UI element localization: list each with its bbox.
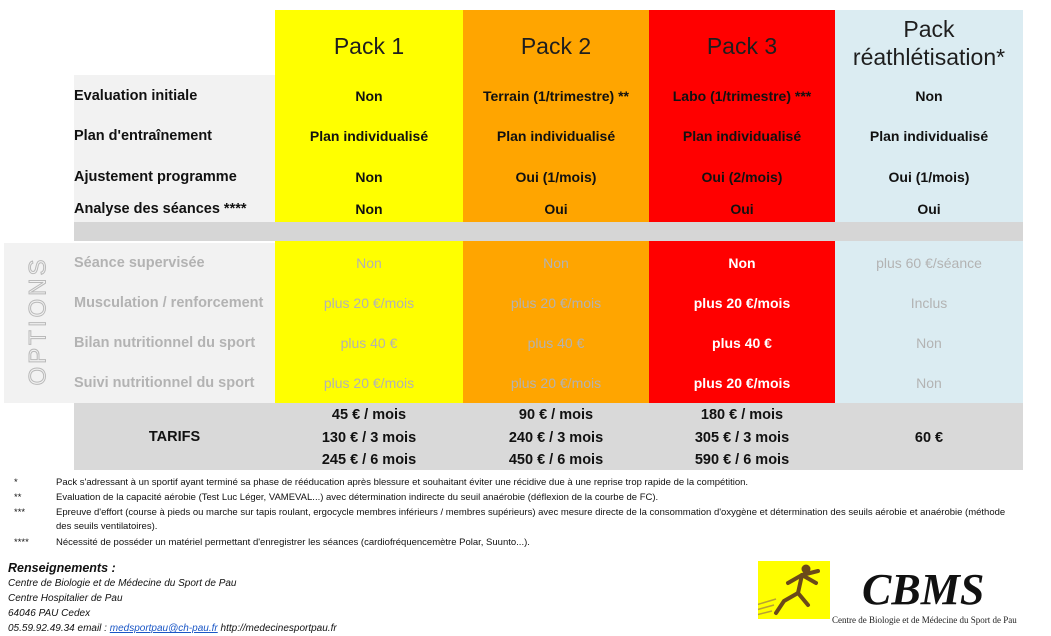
options-vertical-title — [8, 256, 68, 386]
row-label-analyse: Analyse des séances **** — [74, 201, 247, 217]
price: 305 € / 3 mois — [694, 429, 790, 446]
footnote-text: Nécessité de posséder un matériel permettant d'enregistrer les séances (cardiofréquencemètre Polar, Suunto...). — [56, 536, 530, 548]
option-cell: plus 20 €/mois — [510, 295, 602, 311]
runner-icon — [758, 561, 830, 619]
cbms-subtitle: Centre de Biologie et de Médecine du Sport de Pau — [832, 615, 1017, 625]
price: 590 € / 6 mois — [694, 452, 790, 468]
section-separator — [74, 222, 1023, 241]
footnote-text: Pack s'adressant à un sportif ayant terminé sa phase de rééducation après blessure et souhaitant éviter une récidive due à une reprise trop rapide de la compétition. — [56, 477, 749, 488]
pack-2-header — [463, 18, 649, 74]
footnote — [14, 536, 1044, 549]
contact-phone: 05.59.92.49.34 email : — [8, 623, 110, 634]
pack-3-header — [649, 18, 835, 74]
pack-4-title-line2: réathlétisation* — [852, 44, 1006, 70]
price: 90 € / mois — [518, 407, 594, 423]
option-cell: Non — [916, 335, 942, 351]
option-cell: Non — [543, 255, 569, 271]
footnotes — [14, 476, 1044, 549]
option-cell: plus 40 € — [340, 335, 398, 351]
cell: Plan individualisé — [309, 128, 429, 144]
pack-3-title: Pack 3 — [706, 33, 778, 59]
option-label-musculation: Musculation / renforcement — [74, 295, 264, 311]
price: 450 € / 6 mois — [508, 452, 604, 468]
option-cell: plus 60 €/séance — [876, 255, 982, 271]
row-label-plan: Plan d'entraînement — [74, 128, 213, 144]
cell: Plan individualisé — [682, 128, 802, 144]
contact-line: Centre de Biologie et de Médecine du Sport de Pau — [8, 578, 237, 589]
contact-line: 64046 PAU Cedex — [8, 608, 91, 619]
option-cell: plus 20 €/mois — [323, 375, 415, 391]
row-label-ajustement: Ajustement programme — [74, 169, 237, 185]
footnote-text: Evaluation de la capacité aérobie (Test Luc Léger, VAMEVAL...) avec détermination indirecte du seuil anaérobie (déflexion de la courbe de FC). — [56, 492, 659, 504]
option-cell: plus 40 € — [527, 335, 585, 351]
footnote-marker: ** — [14, 492, 22, 504]
cell: Oui — [917, 201, 941, 217]
cell: Terrain (1/trimestre) ** — [482, 88, 629, 104]
option-cell: Non — [728, 255, 756, 271]
contact-line: Centre Hospitalier de Pau — [8, 593, 123, 604]
option-label-seance: Séance supervisée — [74, 255, 205, 271]
option-cell: Non — [356, 255, 382, 271]
option-cell: Inclus — [910, 295, 948, 311]
option-cell: plus 20 €/mois — [510, 375, 602, 391]
cell: Plan individualisé — [496, 128, 616, 144]
footnote-marker: *** — [14, 507, 26, 519]
price: 45 € / mois — [331, 407, 407, 423]
pack-1-prices — [275, 404, 463, 472]
cell: Oui — [730, 201, 754, 217]
options-title: OPTIONS — [24, 256, 52, 386]
cell: Oui (1/mois) — [515, 169, 597, 185]
option-label-bilan: Bilan nutritionnel du sport — [74, 335, 256, 351]
option-cell: plus 40 € — [712, 335, 772, 351]
contact-block — [8, 561, 337, 636]
tarifs-label: TARIFS — [148, 429, 201, 445]
pack-3-prices — [649, 404, 835, 472]
option-cell: plus 20 €/mois — [323, 295, 415, 311]
footnote-marker: * — [14, 477, 18, 488]
option-cell: plus 20 €/mois — [693, 375, 791, 391]
pack-2-prices — [463, 404, 649, 472]
email-link[interactable]: medsportpau@ch-pau.fr — [109, 623, 218, 634]
footnote — [14, 506, 1016, 532]
cell: Oui (1/mois) — [888, 169, 970, 185]
website-text: http://medecinesportpau.fr — [217, 623, 337, 634]
cell: Non — [355, 88, 383, 104]
pack-4-prices — [835, 427, 1023, 450]
option-cell: Non — [916, 375, 942, 391]
cell: Oui — [544, 201, 568, 217]
row-label-evaluation: Evaluation initiale — [74, 88, 198, 104]
cbms-logo-text: CBMS — [862, 565, 985, 614]
price: 245 € / 6 mois — [321, 452, 417, 468]
pack-1-header — [275, 18, 463, 74]
runner-logo — [758, 561, 830, 619]
option-cell: plus 20 €/mois — [693, 295, 791, 311]
cell: Oui (2/mois) — [701, 169, 783, 185]
cell: Non — [915, 88, 943, 104]
pack-4-header — [835, 12, 1023, 74]
footnote — [14, 491, 1044, 504]
price: 240 € / 3 mois — [508, 429, 604, 446]
price: 130 € / 3 mois — [321, 429, 417, 446]
pack-2-title: Pack 2 — [520, 33, 592, 59]
pack-4-title-line1: Pack — [903, 16, 955, 42]
contact-phone-line — [8, 621, 337, 636]
cell: Labo (1/trimestre) *** — [672, 88, 812, 104]
price: 60 € — [914, 430, 944, 446]
cell: Plan individualisé — [869, 128, 989, 144]
cell: Non — [355, 201, 383, 217]
price: 180 € / mois — [700, 407, 784, 423]
footnote — [14, 476, 1044, 489]
footnote-marker: **** — [14, 536, 29, 548]
cell: Non — [355, 169, 383, 185]
pack-1-title: Pack 1 — [333, 33, 405, 59]
option-label-suivi: Suivi nutritionnel du sport — [74, 375, 255, 391]
footnote-text: Epreuve d'effort (course à pieds ou marche sur tapis roulant, ergocycle membres inférieurs / membres supérieurs) avec mesure directe de la consommation d'oxygène et détermination des seuils aérobie et anaérobie (méthode des seuils ventilatoires). — [56, 507, 1006, 532]
contact-title: Renseignements : — [8, 561, 116, 575]
